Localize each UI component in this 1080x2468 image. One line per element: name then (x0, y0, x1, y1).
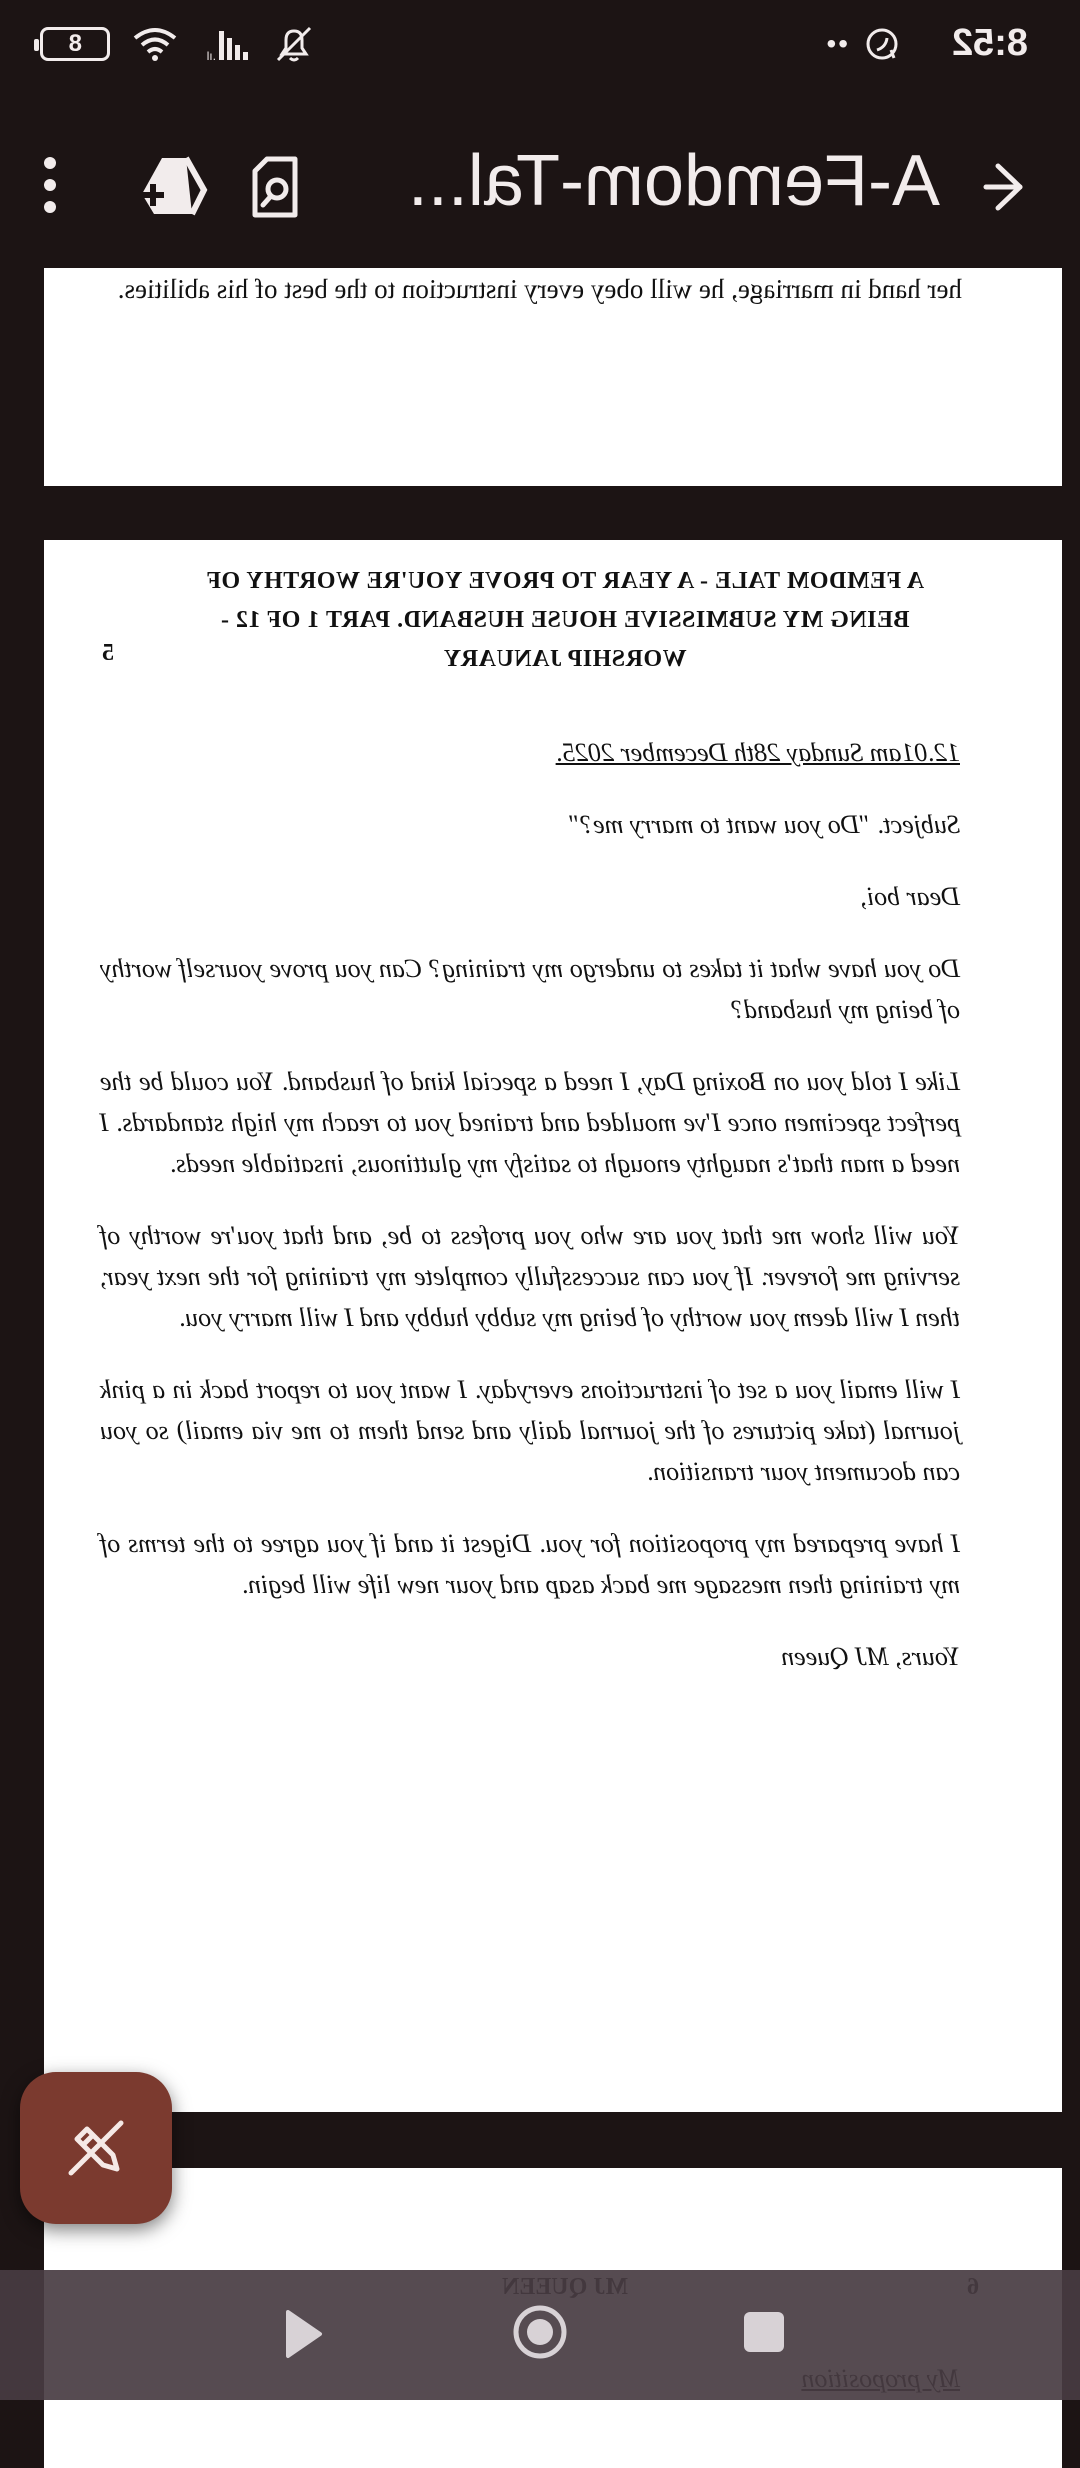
status-time: 8:52 (951, 22, 1028, 64)
document-title[interactable]: A-Femdom-Tal... (407, 141, 940, 221)
play-icon[interactable] (276, 2306, 328, 2362)
svg-text:.ıl: .ıl (206, 49, 216, 62)
letter-paragraph: Do you have what it takes to undergo my training? Can you prove yourself worthy of being my husband? (100, 954, 960, 1024)
bell-off-icon (272, 22, 316, 66)
pdf-page-5 (44, 540, 1062, 2112)
page-text: her hand in marriage, he will obey every instruction to the best of his abilities. (117, 274, 962, 304)
battery-level: 8 (68, 30, 82, 57)
letter-paragraph: I have prepared my proposition for you. Digest it and if you agree to the terms of my training then message me back asap and your new life will begin. (100, 1529, 960, 1599)
letter-paragraph: I will email you a set of instructions everyday. I want you to report back in a pink journal (take pictures of the journal daily and send them to me via email) so you can document your transition. (100, 1375, 960, 1486)
running-header: A FEMDOM TALE - A YEAR TO PROVE YOU'RE WORTHY OF BEING MY SUBMISSIVE HOUSE HUSBAND. PART 1 OF 12 - WORSHIP JANUARY (205, 568, 925, 672)
home-icon[interactable] (512, 2304, 568, 2360)
letter-date: 12.01am Sunday 28th December 2025. (555, 738, 960, 767)
back-arrow-icon[interactable] (974, 152, 1044, 222)
letter-signoff: Yours, MJ Queen (781, 1642, 960, 1671)
app-bar (0, 100, 1080, 270)
letter-body (100, 732, 960, 1708)
navigation-bar (0, 2270, 1080, 2400)
status-left-icons (824, 26, 900, 62)
drive-add-icon[interactable] (138, 152, 208, 218)
page-number: 5 (102, 640, 114, 666)
letter-paragraph: You will show me that you are who you profess to be, and that you're worthy of serving me forever. If you can successfully complete my training for the next year, then I will deem you worthy of being my subby hubby and I will marry you. (100, 1221, 960, 1332)
stop-icon[interactable] (744, 2312, 784, 2352)
pdf-page-previous (44, 268, 1062, 486)
more-vert-icon[interactable] (30, 150, 70, 220)
whatsapp-icon (864, 26, 900, 62)
letter-subject: Subject. "Do you want to marry me?" (569, 810, 960, 839)
status-right-icons (40, 22, 316, 66)
battery-icon (40, 27, 110, 61)
document-search-icon[interactable] (245, 155, 305, 219)
signal-icon (200, 26, 250, 62)
wifi-icon (132, 26, 178, 62)
edit-off-icon (61, 2113, 131, 2183)
letter-paragraph: Like I told you on Boxing Day, I need a special kind of husband. You could be the perfect specimen once I've moulded and trained you to reach my high standards. I need a man that's naughty enough to satisfy my gluttinous, insatiable needs. (100, 1067, 960, 1178)
edit-fab-button[interactable] (20, 2072, 172, 2224)
more-notifications-icon: •• (824, 28, 848, 59)
letter-greeting: Dear boi, (860, 882, 960, 911)
status-bar (0, 0, 1080, 100)
